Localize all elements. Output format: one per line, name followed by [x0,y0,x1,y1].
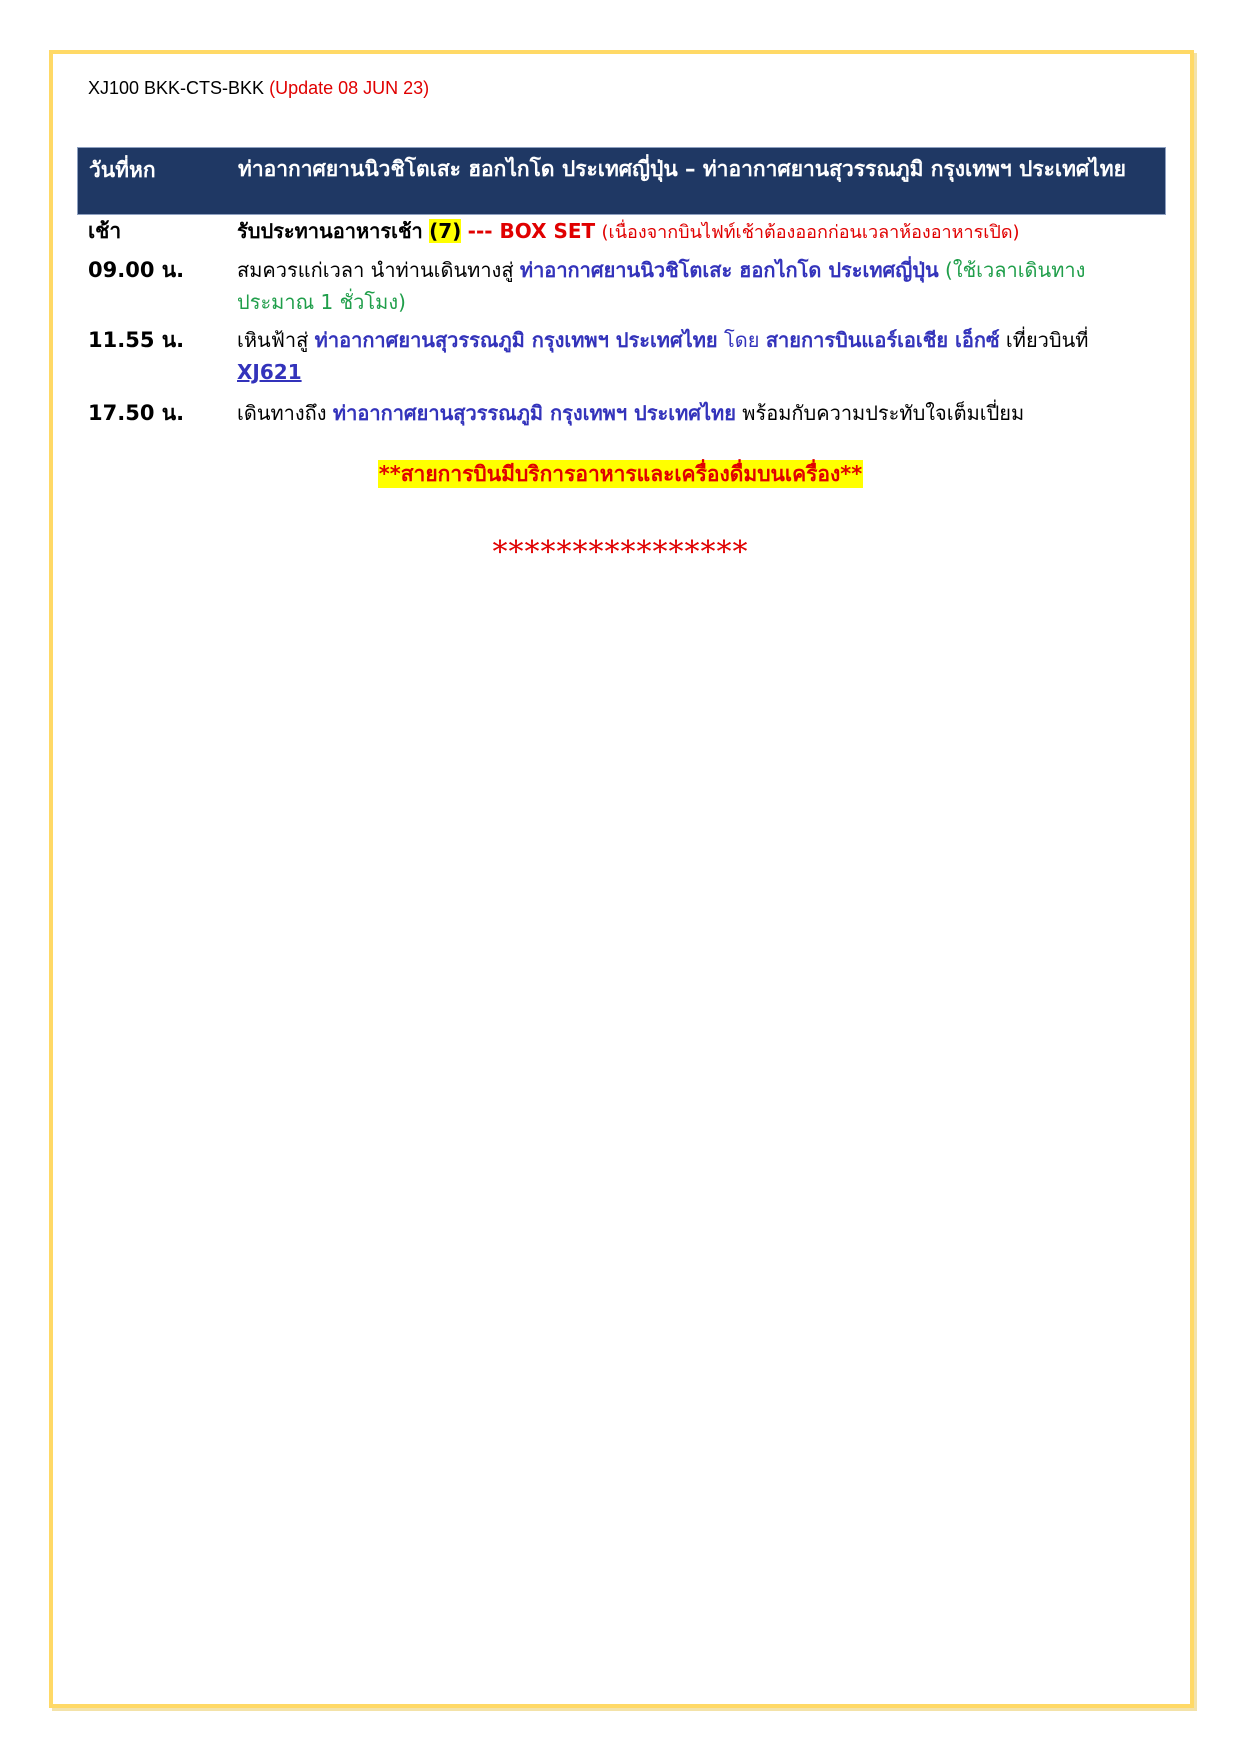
row-content [237,254,1152,318]
day-header-band [77,147,1166,215]
box-set-label: --- BOX SET [467,219,596,243]
document-header [88,78,429,99]
row-time: 11.55 น. [88,328,185,352]
row-time: 17.50 น. [88,401,185,425]
day-title: ท่าอากาศยานนิวชิโตเสะ ฮอกไกโด ประเทศญี่ปุ่น – ท่าอากาศยานสุวรรณภูมิ กรุงเทพฯ ประเทศไทย [238,157,1126,181]
row-text: สมควรแก่เวลา นำท่านเดินทางสู่ [237,258,520,282]
arrival-airport: ท่าอากาศยานสุวรรณภูมิ กรุงเทพฯ ประเทศไทย [314,328,718,352]
breakfast-note: (เนื่องจากบินไฟท์เช้าต้องออกก่อนเวลาห้องอาหารเปิด) [601,222,1020,243]
row-content [237,397,1152,429]
update-date: (Update 08 JUN 23) [269,78,430,98]
airline-name: สายการบินแอร์เอเชีย เอ็กซ์ [765,328,1000,352]
inflight-meal-note-text: **สายการบินมีบริการอาหารและเครื่องดื่มบนเครื่อง** [378,462,863,486]
row-content [237,215,1152,249]
inflight-meal-note [0,458,1241,491]
row-content [237,324,1152,388]
flight-label: เที่ยวบินที่ [999,328,1089,352]
row-text-end: พร้อมกับความประทับใจเต็มเปี่ยม [735,401,1025,425]
meal-number: (7) [429,219,462,243]
row-text: เหินฟ้าสู่ [237,328,315,352]
arrival-airport: ท่าอากาศยานสุวรรณภูมิ กรุงเทพฯ ประเทศไทย [332,401,736,425]
meal-text: รับประทานอาหารเช้า [237,219,423,243]
by-text: โดย [717,328,766,352]
tour-code: XJ100 BKK-CTS-BKK [88,78,265,98]
row-time: 09.00 น. [88,258,185,282]
day-label: วันที่หก [89,158,156,182]
row-text: เดินทางถึง [237,401,333,425]
departure-airport: ท่าอากาศยานนิวชิโตเสะ ฮอกไกโด ประเทศญี่ปุ่น [519,258,939,282]
travel-duration: (ใช้เวลาเดินทางประมาณ 1 ชั่วโมง) [237,258,1086,314]
row-time: เช้า [88,219,122,243]
flight-number-link[interactable]: XJ621 [237,360,302,384]
end-asterisks: **************** [492,535,749,570]
